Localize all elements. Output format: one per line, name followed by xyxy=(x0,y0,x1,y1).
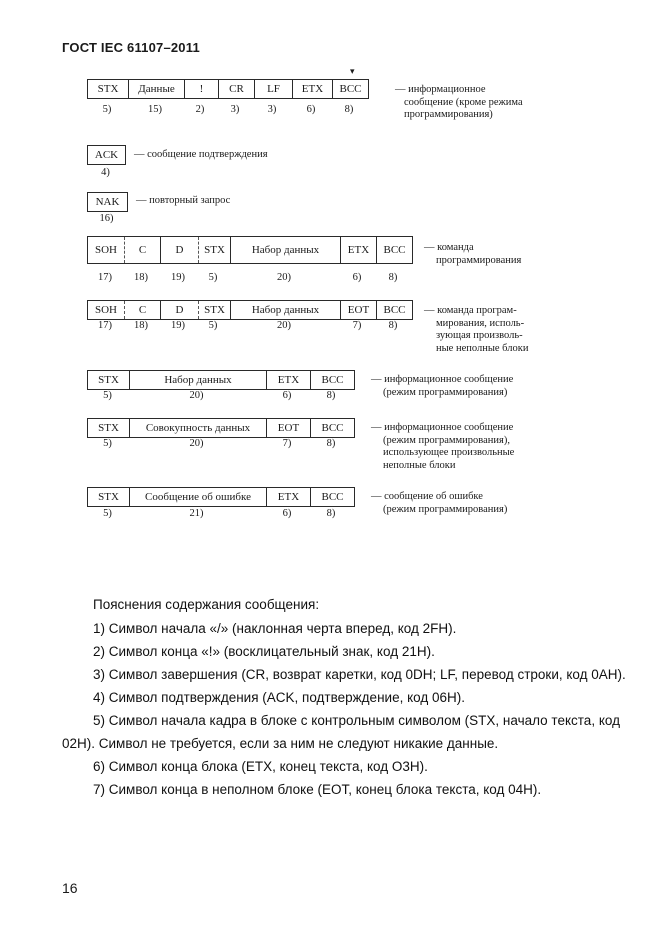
field-footnote-ref: 5) xyxy=(208,320,218,331)
field-footnote-ref: 2) xyxy=(195,104,205,115)
frame-description-line: — информационное сообщение xyxy=(371,374,514,385)
frame-field: D xyxy=(160,237,198,263)
field-footnote-ref: 20) xyxy=(277,272,291,283)
explanation-item: 1) Символ начала «/» (наклонная черта вперед, код 2FH). xyxy=(93,621,457,636)
message-frame xyxy=(87,370,355,390)
frame-description-line: — информационное xyxy=(395,84,486,95)
frame-description xyxy=(136,195,230,208)
frame-field: STX xyxy=(98,374,119,386)
message-frame xyxy=(87,487,355,507)
frame-field: ACK xyxy=(94,149,119,161)
frame-description xyxy=(134,149,268,162)
frame-field: SOH xyxy=(94,244,117,256)
explanation-item: 4) Символ подтверждения (ACK, подтверждение, код 06H). xyxy=(93,690,465,705)
field-footnote-ref: 8) xyxy=(344,104,354,115)
field-footnote-ref: 5) xyxy=(103,508,112,519)
frame-description-line: — повторный запрос xyxy=(136,195,231,206)
frame-description xyxy=(395,84,523,122)
field-footnote-ref: 8) xyxy=(388,320,398,331)
frame-description-line: — сообщение об ошибке xyxy=(371,491,483,502)
field-footnote-ref: 6) xyxy=(306,104,316,115)
frame-field: BCC xyxy=(310,419,354,437)
frame-field: ETX xyxy=(340,237,376,263)
explanation-item: 5) Символ начала кадра в блоке с контрольным символом (STX, начало текста, код xyxy=(93,713,620,728)
frame-description-line: сообщение (кроме режима xyxy=(404,96,523,108)
frame-description-line: зующая произволь- xyxy=(436,330,523,341)
field-footnote-ref: 15) xyxy=(148,104,162,115)
frame-description-line: программирования) xyxy=(404,109,493,120)
frame-description-line: — команда програм- xyxy=(424,305,517,316)
field-footnote-ref: 6) xyxy=(282,508,292,519)
frame-description-line: — сообщение подтверждения xyxy=(134,149,268,160)
message-frame xyxy=(87,236,413,264)
message-frame xyxy=(87,300,413,320)
field-footnote-ref: 3) xyxy=(230,104,240,115)
frame-field: EOT xyxy=(266,419,310,437)
explanation-item: 3) Символ завершения (CR, возврат каретки, код 0DH; LF, перевод строки, код 0AH). xyxy=(93,667,626,682)
frame-field: NAK xyxy=(95,196,120,208)
field-footnote-ref: 17) xyxy=(98,320,112,331)
field-footnotes xyxy=(87,104,367,115)
frame-field: ETX xyxy=(292,80,332,98)
frame-description-line: ные неполные блоки xyxy=(436,342,529,354)
field-footnote-ref: 20) xyxy=(189,438,204,449)
field-footnotes xyxy=(87,320,411,331)
field-footnote-ref: 5) xyxy=(103,438,112,449)
field-footnote-ref: 7) xyxy=(282,438,292,449)
frame-field: BCC xyxy=(310,488,354,506)
field-footnote-ref: 8) xyxy=(326,390,336,401)
field-footnote-ref: 20) xyxy=(277,320,291,331)
frame-field: STX xyxy=(98,422,119,434)
frame-description-line: (режим программирования) xyxy=(383,503,508,515)
field-footnote-ref: 19) xyxy=(171,320,185,331)
scan-mark-icon: ▾ xyxy=(350,66,355,76)
frame-description-line: (режим программирования) xyxy=(383,386,508,398)
field-footnote-ref: 8) xyxy=(326,438,336,449)
explanation-item: 6) Символ конца блока (ETX, конец текста, код O3H). xyxy=(93,759,428,774)
frame-description-line: использующее произвольные xyxy=(383,447,515,458)
field-footnote-ref: 8) xyxy=(388,272,398,283)
field-footnote-ref: 18) xyxy=(134,320,148,331)
frame-description-line: мирования, исполь- xyxy=(436,317,525,329)
field-footnote-ref: 5) xyxy=(102,104,112,115)
frame-field: C xyxy=(124,237,160,263)
explanations-title: Пояснения содержания сообщения: xyxy=(93,597,320,612)
field-footnote-ref: 19) xyxy=(171,272,185,283)
frame-field: STX xyxy=(98,491,119,503)
field-footnote-ref: 5) xyxy=(208,272,218,283)
frame-description-line: — информационное сообщение xyxy=(371,422,514,433)
field-footnote-ref: 8) xyxy=(326,508,336,519)
frame-field: BCC xyxy=(376,301,412,319)
frame-description xyxy=(424,242,521,267)
frame-field: Данные xyxy=(128,80,184,98)
frame-field: D xyxy=(160,301,198,319)
field-footnotes xyxy=(87,438,353,449)
frame-field: BCC xyxy=(332,80,368,98)
frame-description-line: — команда xyxy=(424,242,474,253)
frame-field: STX xyxy=(97,83,119,95)
explanation-item: 02H). Символ не требуется, если за ним не следуют никакие данные. xyxy=(62,736,499,751)
frame-description xyxy=(424,305,528,355)
field-footnotes xyxy=(87,508,353,519)
frame-field: Сообщение об ошибке xyxy=(129,488,266,506)
frame-field: BCC xyxy=(310,371,354,389)
frame-field: SOH xyxy=(94,304,117,316)
frame-field: CR xyxy=(218,80,254,98)
frame-field: EOT xyxy=(340,301,376,319)
field-footnotes xyxy=(87,213,126,224)
explanation-item: 2) Символ конца «!» (восклицательный знак, код 21H). xyxy=(93,644,435,659)
frame-field: Набор данных xyxy=(230,237,340,263)
document-header: ГОСТ IEC 61107–2011 xyxy=(62,40,200,55)
field-footnote-ref: 20) xyxy=(189,390,204,401)
frame-field: ETX xyxy=(266,488,310,506)
frame-field: STX xyxy=(198,237,230,263)
frame-description-line: программирования xyxy=(436,254,522,266)
message-frame xyxy=(87,192,128,212)
frame-field: ETX xyxy=(266,371,310,389)
frame-description xyxy=(371,422,514,472)
field-footnote-ref: 6) xyxy=(282,390,292,401)
message-frame xyxy=(87,418,355,438)
frame-description-line: неполные блоки xyxy=(383,459,456,471)
page-number: 16 xyxy=(62,880,78,896)
frame-field: LF xyxy=(254,80,292,98)
field-footnote-ref: 3) xyxy=(267,104,277,115)
field-footnote-ref: 18) xyxy=(134,272,148,283)
field-footnotes xyxy=(87,167,124,178)
field-footnotes xyxy=(87,390,353,401)
field-footnote-ref: 6) xyxy=(352,272,362,283)
frame-field: Набор данных xyxy=(230,301,340,319)
field-footnote-ref: 16) xyxy=(99,213,114,224)
frame-description-line: (режим программирования), xyxy=(383,434,510,446)
frame-field: ! xyxy=(184,80,218,98)
frame-field: STX xyxy=(198,301,230,319)
field-footnotes xyxy=(87,272,411,283)
explanation-item: 7) Символ конца в неполном блоке (EOT, конец блока текста, код 04H). xyxy=(93,782,542,797)
frame-description xyxy=(371,374,513,399)
field-footnote-ref: 4) xyxy=(101,167,110,178)
frame-field: C xyxy=(124,301,160,319)
frame-field: Набор данных xyxy=(129,371,266,389)
message-frame xyxy=(87,79,369,99)
field-footnote-ref: 17) xyxy=(98,272,112,283)
message-frame xyxy=(87,145,126,165)
field-footnote-ref: 21) xyxy=(189,508,204,519)
field-footnote-ref: 7) xyxy=(352,320,362,331)
frame-description xyxy=(371,491,507,516)
field-footnote-ref: 5) xyxy=(103,390,112,401)
frame-field: Совокупность данных xyxy=(129,419,266,437)
frame-field: BCC xyxy=(376,237,412,263)
